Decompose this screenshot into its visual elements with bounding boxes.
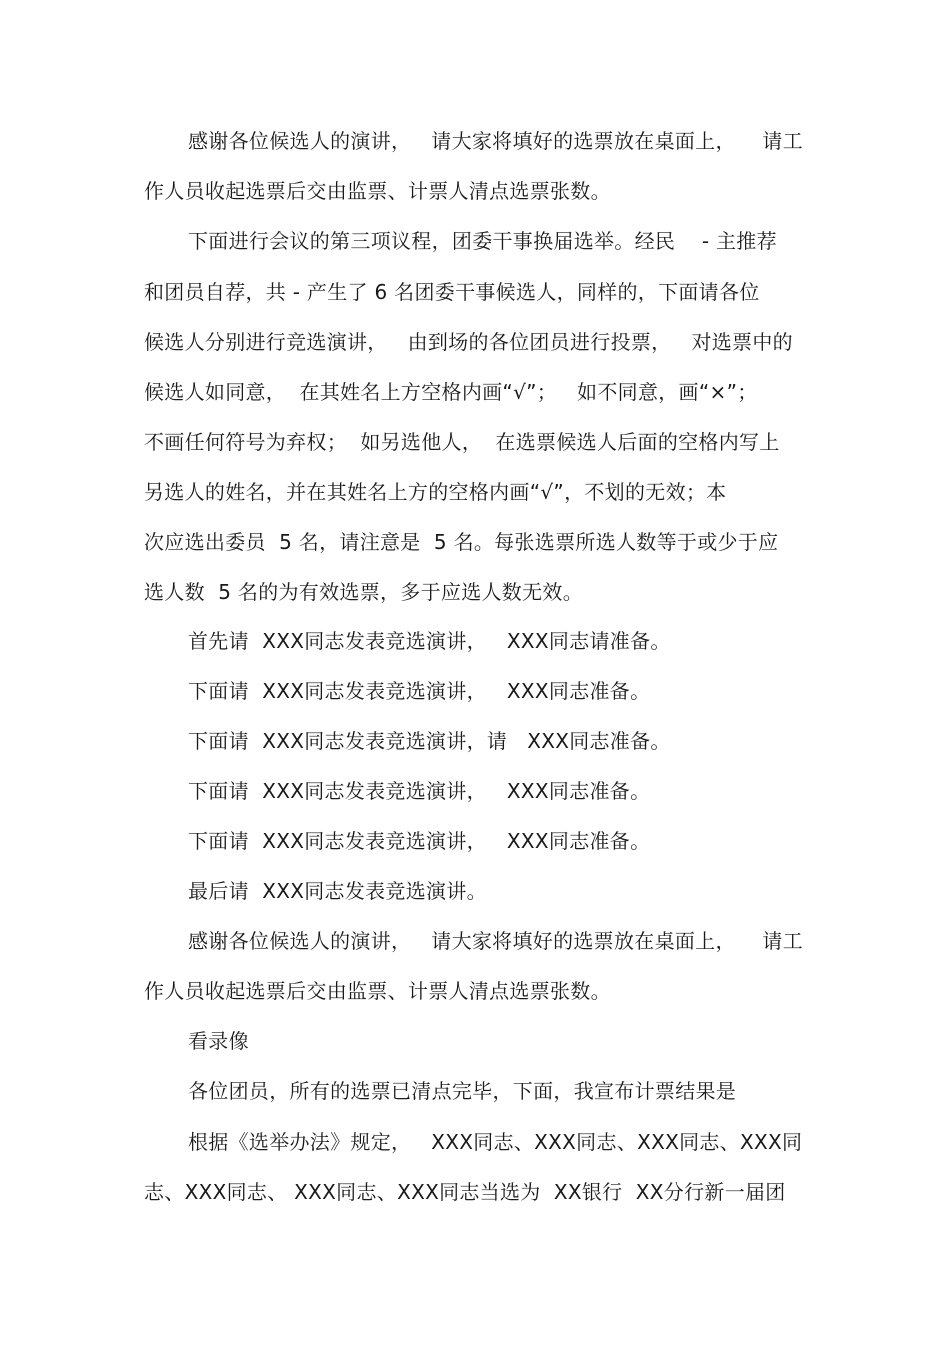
text-line: 和团员自荐，共 - 产生了 6 名团委干事候选人，同样的，下面请各位 bbox=[144, 280, 760, 304]
text-line: 下面请 XXX同志发表竞选演讲， XXX同志准备。 bbox=[188, 829, 651, 853]
text-line: 作人员收起选票后交由监票、计票人清点选票张数。 bbox=[144, 979, 611, 1003]
text-line: 各位团员，所有的选票已清点完毕，下面，我宣布计票结果是 bbox=[188, 1079, 737, 1103]
text-line: 候选人分别进行竞选演讲， 由到场的各位团员进行投票， 对选票中的 bbox=[144, 330, 793, 354]
text-line: 另选人的姓名，并在其姓名上方的空格内画“√”，不划的无效；本 bbox=[144, 480, 727, 504]
text-line: 下面请 XXX同志发表竞选演讲， XXX同志准备。 bbox=[188, 679, 651, 703]
text-line: 不画任何符号为弃权； 如另选他人， 在选票候选人后面的空格内写上 bbox=[144, 430, 780, 454]
text-line: 感谢各位候选人的演讲， 请大家将填好的选票放在桌面上， 请工 bbox=[188, 129, 804, 153]
text-line: 首先请 XXX同志发表竞选演讲， XXX同志请准备。 bbox=[188, 629, 671, 653]
text-line: 作人员收起选票后交由监票、计票人清点选票张数。 bbox=[144, 179, 611, 203]
text-line: 次应选出委员 5 名，请注意是 5 名。每张选票所选人数等于或少于应 bbox=[144, 530, 779, 554]
text-line: 志、XXX同志、 XXX同志、XXX同志当选为 XX银行 XX分行新一届团 bbox=[144, 1180, 786, 1204]
text-line: 选人数 5 名的为有效选票，多于应选人数无效。 bbox=[144, 580, 583, 604]
text-line: 看录像 bbox=[188, 1029, 249, 1053]
text-line: 下面请 XXX同志发表竞选演讲， XXX同志准备。 bbox=[188, 779, 651, 803]
text-line: 感谢各位候选人的演讲， 请大家将填好的选票放在桌面上， 请工 bbox=[188, 929, 804, 953]
text-line: 最后请 XXX同志发表竞选演讲。 bbox=[188, 879, 487, 903]
text-line: 下面请 XXX同志发表竞选演讲，请 XXX同志准备。 bbox=[188, 729, 671, 753]
text-line: 根据《选举办法》规定， XXX同志、XXX同志、XXX同志、XXX同 bbox=[188, 1130, 803, 1154]
text-line: 下面进行会议的第三项议程，团委干事换届选举。经民 - 主推荐 bbox=[188, 229, 777, 253]
text-line: 候选人如同意， 在其姓名上方空格内画“√”； 如不同意，画“×”； bbox=[144, 380, 758, 404]
